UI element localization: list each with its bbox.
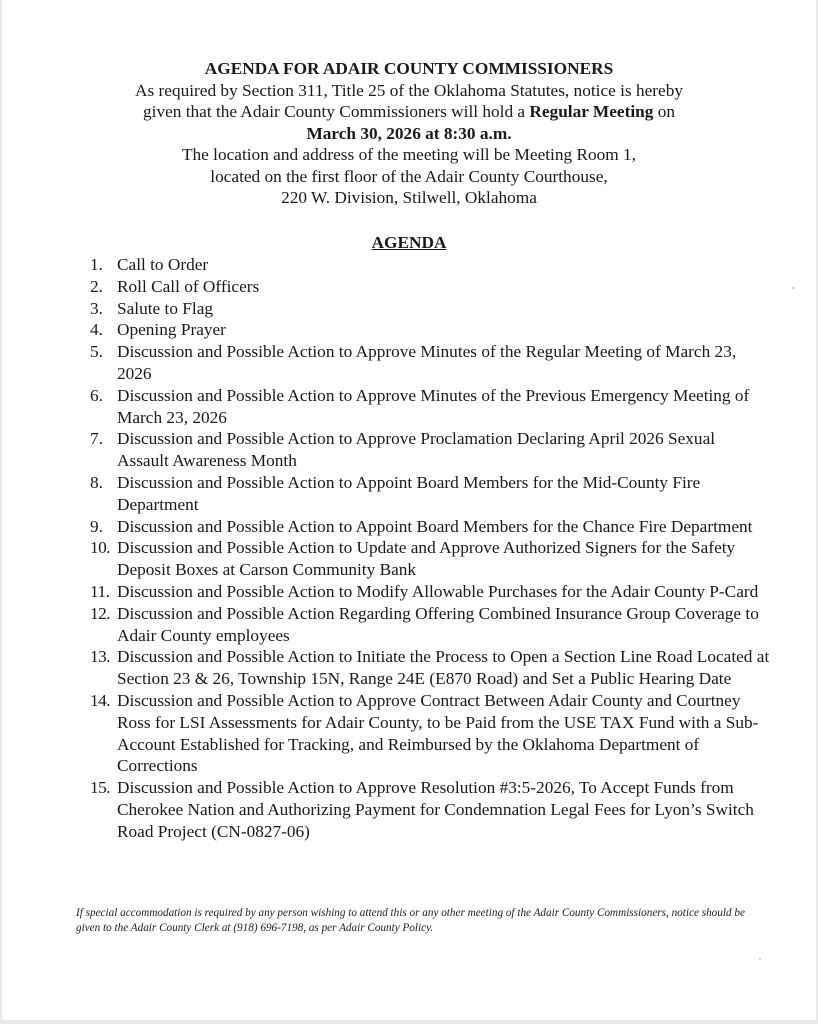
agenda-item (90, 341, 770, 385)
location-line-2: located on the first floor of the Adair County Courthouse, (210, 166, 608, 186)
accommodation-notice: If special accommodation is required by any person wishing to attend this or any other meeting of the Adair County Commissioners, notice should be given to the Adair County Clerk at (918) 696-7198, as per Adair County Policy. (76, 907, 745, 934)
agenda-item (90, 319, 770, 341)
agenda-item-text: Call to Order (117, 255, 209, 274)
agenda-item (90, 385, 770, 429)
agenda-item (90, 603, 770, 647)
agenda-item-text: Discussion and Possible Action to Appoint Board Members for the Chance Fire Department (117, 516, 753, 536)
agenda-item (90, 298, 770, 320)
meeting-type: Regular Meeting (529, 102, 654, 121)
scan-speck (792, 287, 794, 289)
meeting-datetime: March 30, 2026 at 8:30 a.m. (306, 123, 512, 143)
agenda-item-number: 14. (90, 690, 111, 710)
agenda-item-number: 15. (90, 778, 111, 798)
agenda-document-page (2, 0, 816, 1020)
agenda-item-text: Discussion and Possible Action to Initiate the Process to Open a Section Line Road Located at Section 23 & 26, Township 15N, Range 24E (E870 Road) and Set a Public Hearing Date (117, 647, 770, 689)
agenda-item-number: 12. (90, 603, 111, 623)
agenda-item (90, 690, 770, 777)
agenda-item (90, 516, 770, 538)
scan-speck (759, 958, 761, 960)
agenda-item (90, 581, 770, 603)
agenda-item-text: Discussion and Possible Action to Appoint Board Members for the Mid-County Fire Department (117, 472, 701, 514)
agenda-item (90, 472, 770, 516)
agenda-item-number: 8. (90, 472, 103, 492)
agenda-item-text: Discussion and Possible Action to Approve Minutes of the Regular Meeting of March 23, 2026 (117, 342, 737, 383)
agenda-item-text: Salute to Flag (117, 298, 214, 318)
meeting-notice-header (2, 58, 816, 209)
agenda-item-text: Roll Call of Officers (117, 276, 260, 296)
agenda-item-number: 11. (90, 581, 110, 601)
agenda-item (90, 428, 770, 472)
statute-notice-line: As required by Section 311, Title 25 of the Oklahoma Statutes, notice is hereby (135, 80, 683, 100)
agenda-item-text: Discussion and Possible Action to Approve Contract Between Adair County and Courtney Ross for LSI Assessments for Adair County, to be Paid from the USE TAX Fund with a Sub-Account Established for Tracking, and Reimbursed by the Oklahoma Department of Corrections (117, 690, 759, 776)
document-title: AGENDA FOR ADAIR COUNTY COMMISSIONERS (204, 59, 614, 78)
agenda-item-number: 4. (90, 320, 103, 340)
agenda-item-text: Discussion and Possible Action Regarding Offering Combined Insurance Group Coverage to Adair County employees (117, 603, 759, 645)
agenda-item-number: 9. (90, 516, 103, 536)
agenda-item-number: 13. (90, 647, 111, 667)
agenda-item-text: Discussion and Possible Action to Approve Minutes of the Previous Emergency Meeting of March 23, 2026 (117, 385, 750, 427)
agenda-item-number: 3. (90, 298, 103, 318)
agenda-item (90, 777, 770, 842)
meeting-type-suffix: on (653, 102, 675, 121)
agenda-item-text: Discussion and Possible Action to Approve Resolution #3:5-2026, To Accept Funds from Cherokee Nation and Authorizing Payment for Condemnation Legal Fees for Lyon’s Switch Road Project (CN-0827-06) (117, 778, 754, 841)
agenda-item-number: 6. (90, 385, 103, 405)
agenda-item (90, 646, 770, 690)
agenda-item (90, 276, 770, 298)
meeting-type-line (2, 101, 816, 123)
location-address: 220 W. Division, Stilwell, Oklahoma (281, 188, 537, 207)
agenda-item-text: Discussion and Possible Action to Approve Proclamation Declaring April 2026 Sexual Assault Awareness Month (117, 429, 716, 471)
agenda-item-text: Discussion and Possible Action to Update and Approve Authorized Signers for the Safety Deposit Boxes at Carson Community Bank (117, 538, 736, 580)
agenda-list (90, 254, 770, 843)
agenda-item (90, 254, 770, 276)
agenda-item-number: 10. (90, 538, 111, 558)
agenda-item-number: 2. (90, 276, 103, 296)
meeting-type-prefix: given that the Adair County Commissioners will hold a (143, 102, 530, 121)
location-line-1: The location and address of the meeting will be Meeting Room 1, (181, 145, 636, 164)
agenda-item-text: Discussion and Possible Action to Modify Allowable Purchases for the Adair County P-Card (117, 581, 759, 601)
agenda-item-number: 1. (90, 255, 103, 274)
agenda-item-number: 5. (90, 342, 103, 362)
agenda-heading: AGENDA (371, 233, 447, 252)
agenda-item (90, 537, 770, 581)
agenda-item-text: Opening Prayer (117, 320, 226, 340)
agenda-item-number: 7. (90, 429, 103, 449)
